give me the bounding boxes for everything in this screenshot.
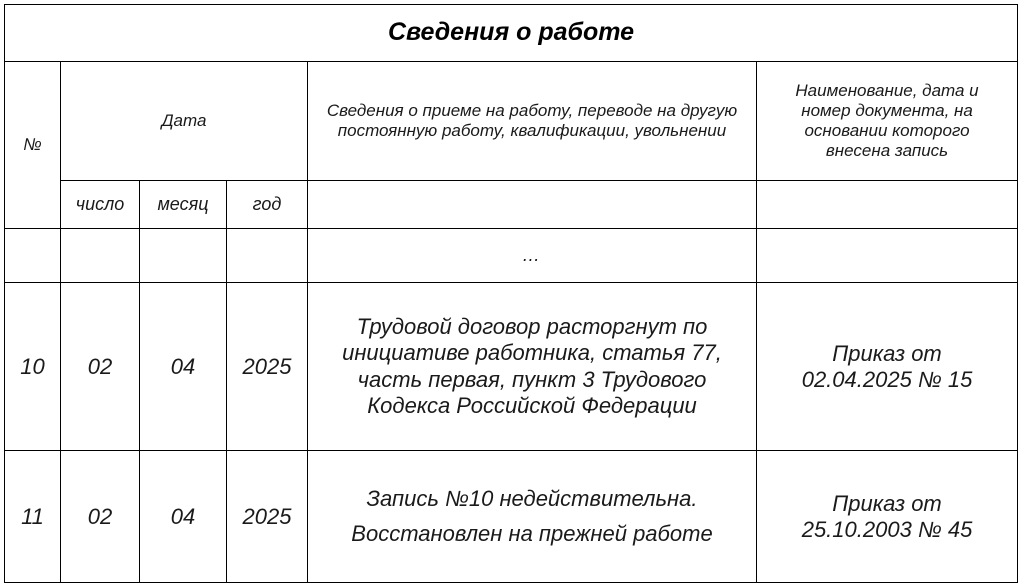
subheader-day: число — [61, 181, 140, 229]
header-date: Дата — [61, 62, 308, 181]
row-document: Приказ от 02.04.2025 № 15 — [757, 283, 1018, 451]
row-day: 02 — [61, 451, 140, 583]
work-record-table — [4, 4, 1018, 583]
subheader-month: месяц — [140, 181, 227, 229]
empty-cell — [61, 229, 140, 283]
row-year: 2025 — [227, 451, 308, 583]
header-document: Наименование, дата и номер документа, на основании которого внесена запись — [757, 62, 1018, 181]
row-event: Запись №10 недействительна. Восстановлен на прежней работе — [308, 451, 757, 583]
table-row — [5, 451, 1018, 583]
empty-cell — [5, 229, 61, 283]
row-year: 2025 — [227, 283, 308, 451]
table-title: Сведения о работе — [5, 5, 1018, 62]
row-month: 04 — [140, 283, 227, 451]
row-document: Приказ от 25.10.2003 № 45 — [757, 451, 1018, 583]
row-month: 04 — [140, 451, 227, 583]
subheader-year: год — [227, 181, 308, 229]
row-number: 11 — [5, 451, 61, 583]
header-number: № — [5, 62, 61, 229]
subheader-event-empty — [308, 181, 757, 229]
row-number: 10 — [5, 283, 61, 451]
ellipsis-text: … — [308, 229, 757, 283]
empty-cell — [757, 229, 1018, 283]
empty-cell — [140, 229, 227, 283]
row-event: Трудовой договор расторгнут по инициативе работника, статья 77, часть первая, пункт 3 Трудового Кодекса Российской Федерации — [308, 283, 757, 451]
empty-cell — [227, 229, 308, 283]
header-event: Сведения о приеме на работу, переводе на другую постоянную работу, квалификации, увольнении — [308, 62, 757, 181]
table-row-ellipsis — [5, 229, 1018, 283]
subheader-document-empty — [757, 181, 1018, 229]
row-day: 02 — [61, 283, 140, 451]
table-row — [5, 283, 1018, 451]
